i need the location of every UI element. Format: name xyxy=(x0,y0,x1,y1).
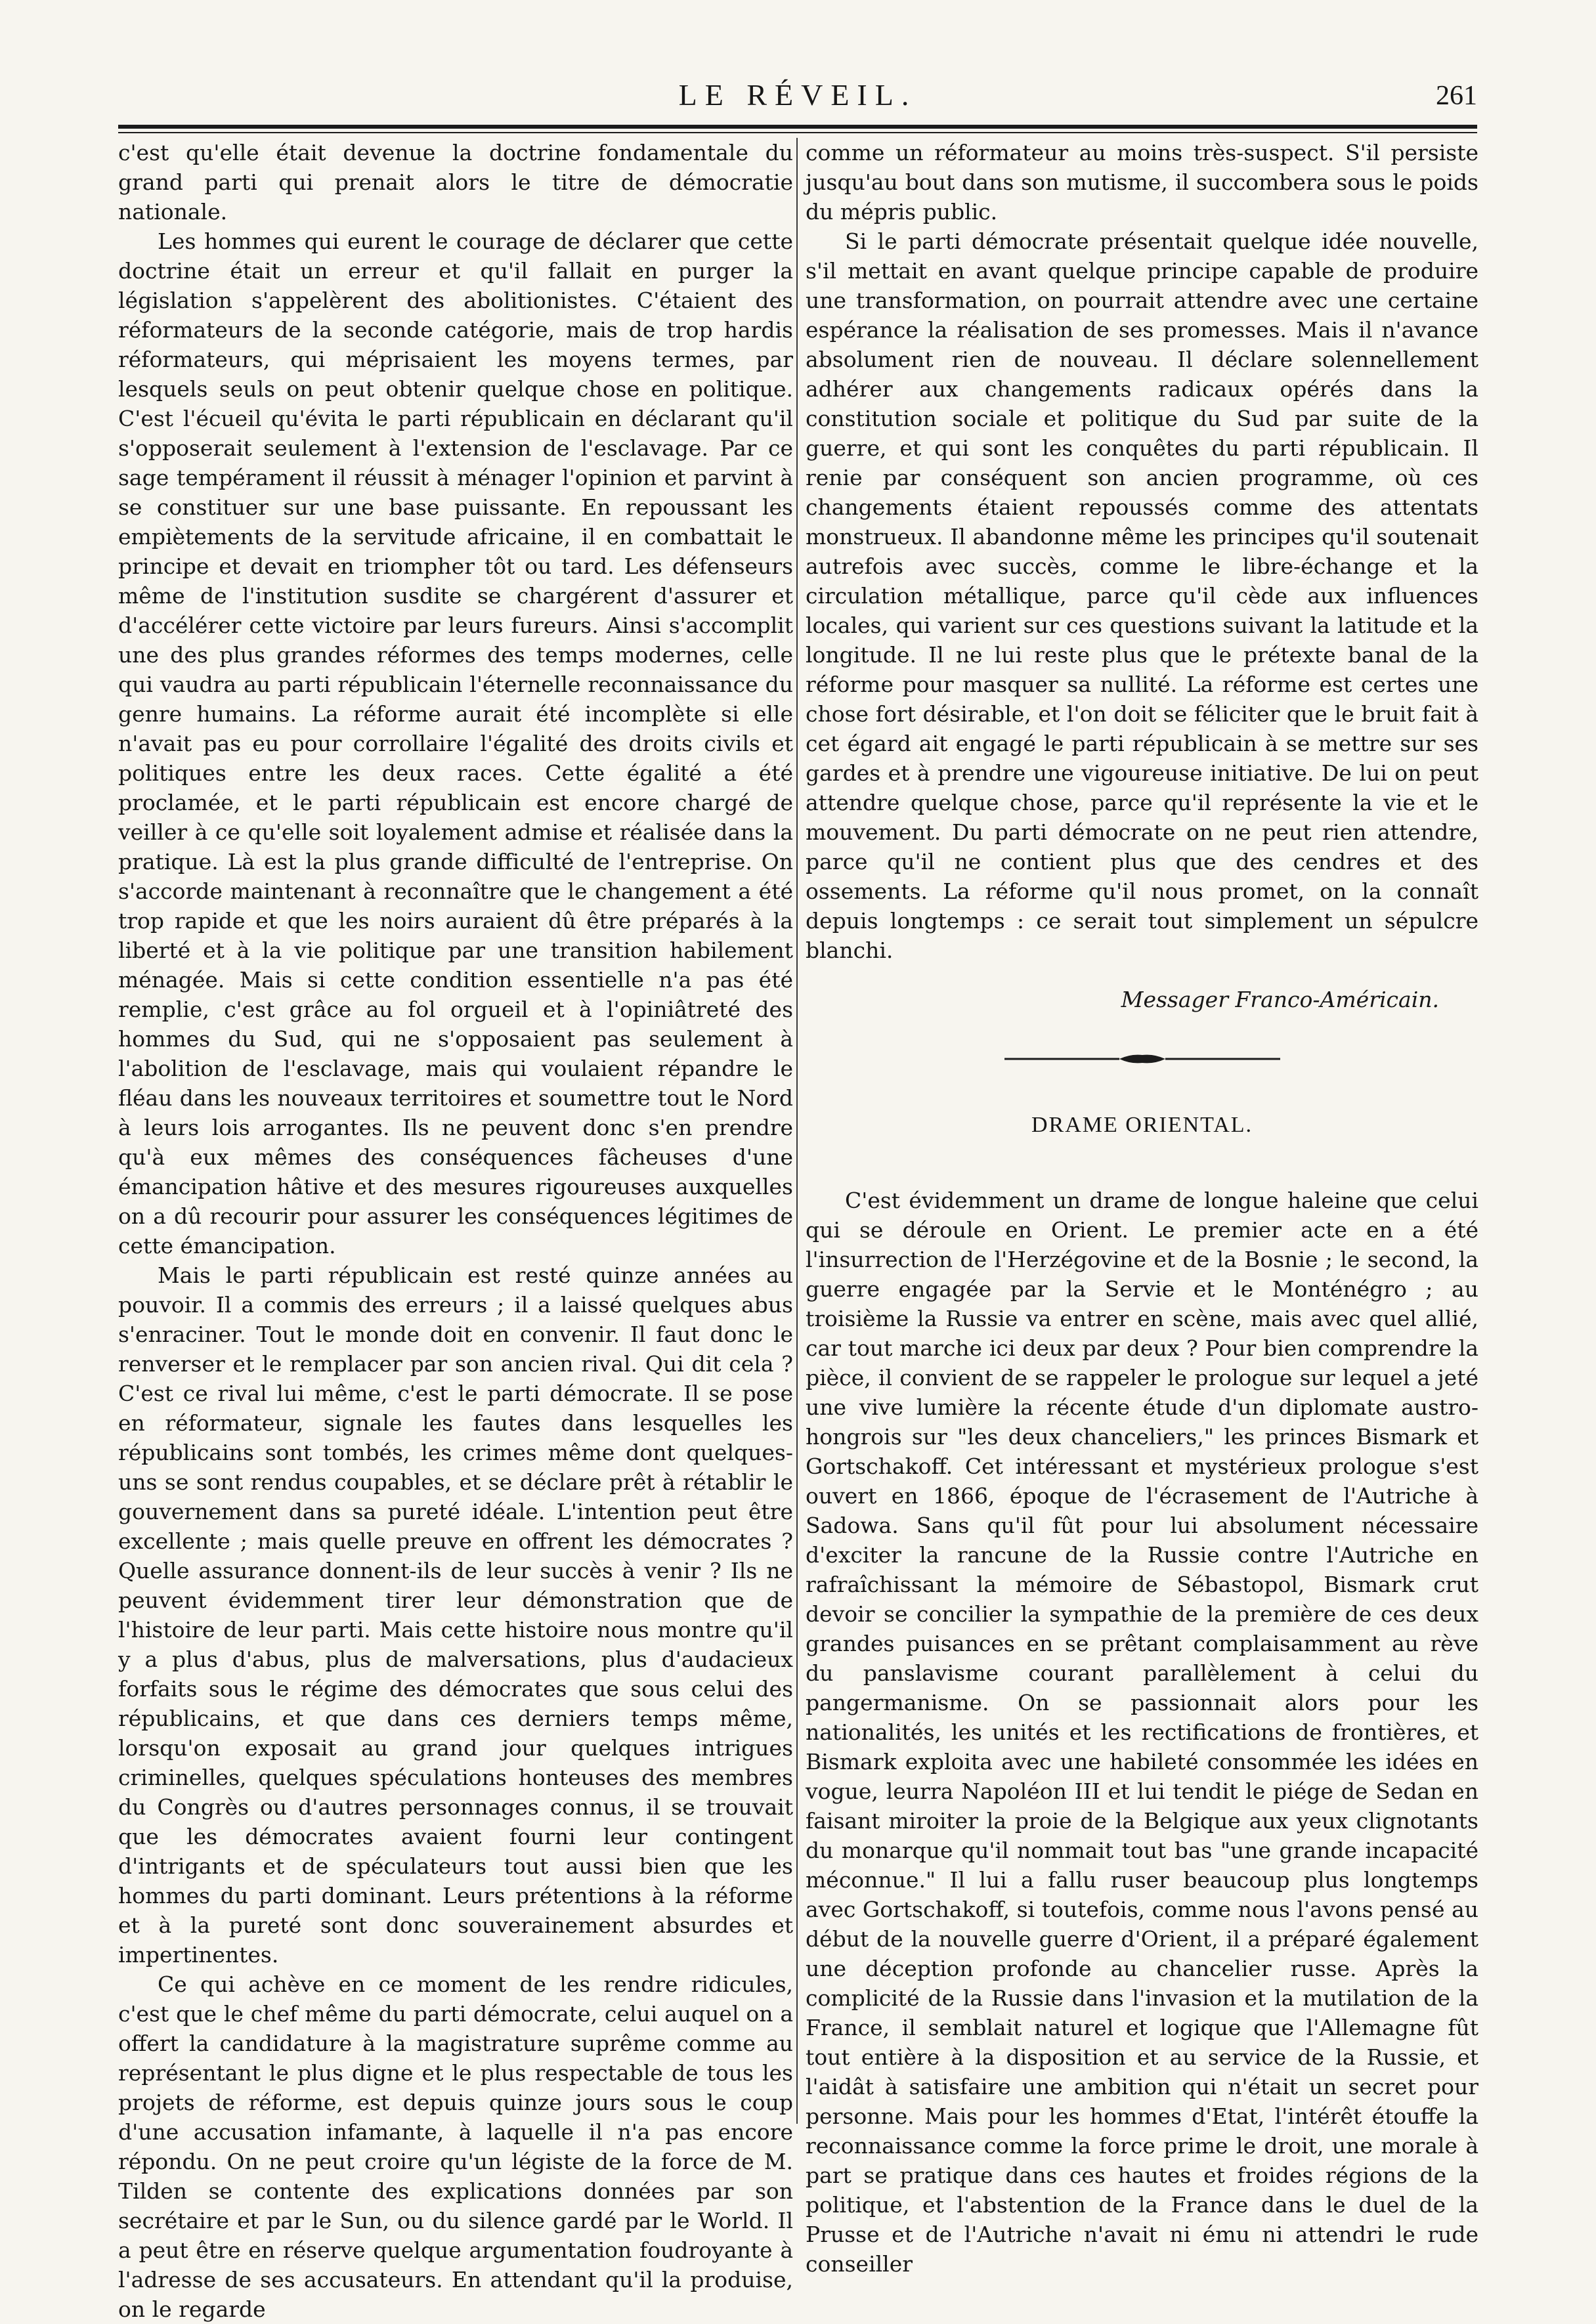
ornamental-divider xyxy=(1004,1051,1280,1067)
paragraph: Mais le parti républicain est resté quinze années au pouvoir. Il a commis des erreurs ; il a laissé quelques abus s'enraciner. Tout le monde doit en convenir. Il faut donc le renverser et le remplacer par son ancien rival. Qui dit cela ? C'est ce rival lui même, c'est le parti démocrate. Il se pose en réformateur, signale les fautes dans lesquelles les républicains sont tombés, les crimes même dont quelques-uns se sont rendus coupables, et se déclare prêt à rétablir le gouvernement dans sa pureté idéale. L'intention peut être excellente ; mais quelle preuve en offrent les démocrates ? Quelle assurance donnent-ils de leur succès à venir ? Ils ne peuvent évidemment tirer leur démonstration que de l'histoire de leur parti. Mais cette histoire nous montre qu'il y a plus d'abus, plus de malversations, plus d'audacieux forfaits sous le régime des démocrates que sous celui des républicains, et que dans ces derniers temps même, lorsqu'on exposait au grand jour quelques intrigues criminelles, quelques spéculations honteuses des membres du Congrès ou d'autres personnages connus, il se trouvait que les démocrates avaient fourni leur contingent d'intrigants et de spéculateurs tout aussi bien que les hommes du parti dominant. Leurs prétentions à la réforme et à la pureté sont donc souverainement absurdes et impertinentes. xyxy=(118,1262,793,1968)
header-rule-thin xyxy=(118,132,1477,133)
header-rule xyxy=(118,125,1477,129)
left-column xyxy=(118,138,793,2322)
page-number: 261 xyxy=(1436,81,1477,111)
article-signature: Messager Franco-Américain. xyxy=(1121,987,1439,1012)
paragraph: Si le parti démocrate présentait quelque idée nouvelle, s'il mettait en avant quelque principe capable de produire une transformation, on pourrait attendre avec une certaine espérance la réalisation de ses promesses. Mais il n'avance absolument rien de nouveau. Il déclare solennellement adhérer aux changements radicaux opérés dans la constitution sociale et politique du Sud par suite de la guerre, et qui sont les conquêtes du parti républicain. Il renie par conséquent son ancien programme, où ces changements étaient repoussés comme des attentats monstrueux. Il abandonne même les principes qu'il soutenait autrefois avec succès, comme le libre-échange et la circulation métallique, parce qu'il cède aux influences locales, qui varient sur ces questions suivant la latitude et la longitude. Il ne lui reste plus que le prétexte banal de la réforme pour masquer sa nullité. La réforme est certes une chose fort désirable, et l'on doit se féliciter que le bruit fait à cet égard ait engagé le parti républicain à se mettre sur ses gardes et à prendre une vigoureuse initiative. De lui on peut attendre quelque chose, parce qu'il représente la vie et le mouvement. Du parti démocrate on ne peut rien attendre, parce qu'il ne contient plus que des cendres et des ossements. La réforme qu'il nous promet, on la connaît depuis longtemps : ce serait tout simplement un sépulcre blanchi. xyxy=(806,228,1478,963)
paragraph: comme un réformateur au moins très-suspect. S'il persiste jusqu'au bout dans son mutisme, il succombera sous le poids du mépris public. xyxy=(806,140,1478,225)
paragraph: Ce qui achève en ce moment de les rendre ridicules, c'est que le chef même du parti démocrate, celui auquel on a offert la candidature à la magistrature suprême comme au représentant le plus digne et le plus respectable de tous les projets de réforme, est depuis quinze jours sous le coup d'une accusation infamante, à laquelle il n'a pas encore répondu. On ne peut croire qu'un légiste de la force de M. Tilden se contente des explications données par son secrétaire et par le Sun, ou du silence gardé par le World. Il a peut être en réserve quelque argumentation foudroyante à l'adresse de ses accusateurs. En attendant qu'il la produise, on le regarde xyxy=(118,1971,793,2322)
column-divider xyxy=(796,138,798,2124)
section-title: DRAME ORIENTAL. xyxy=(1031,1113,1253,1137)
paragraph: c'est qu'elle était devenue la doctrine fondamentale du grand parti qui prenait alors le titre de démocratie nationale. xyxy=(118,140,793,225)
running-head xyxy=(118,77,1477,117)
journal-title: LE RÉVEIL. xyxy=(678,78,917,112)
paragraph: C'est évidemment un drame de longue haleine que celui qui se déroule en Orient. Le premier acte en a été l'insurrection de l'Herzégovine et de la Bosnie ; le second, la guerre engagée par la Servie et le Monténégro ; au troisième la Russie va entrer en scène, mais avec quel allié, car tout marche ici deux par deux ? Pour bien comprendre la pièce, il convient de se rappeler le prologue sur lequel a jeté une vive lumière la récente étude d'un diplomate austro-hongrois sur "les deux chanceliers," les princes Bismark et Gortschakoff. Cet intéressant et mystérieux prologue s'est ouvert en 1866, époque de l'écrasement de l'Autriche à Sadowa. Sans qu'il fût pour lui absolument nécessaire d'exciter la rancune de la Russie contre l'Autriche en rafraîchissant la mémoire de Sébastopol, Bismark crut devoir se concilier la sympathie de la première de ces deux grandes puisances en se prêtant complaisamment au rève du panslavisme courant parallèlement à celui du pangermanisme. On se passionnait alors pour les nationalités, les unités et les rectifications de frontières, et Bismark exploita avec une habileté consommée les idées en vogue, leurra Napoléon III et lui tendit le piége de Sedan en faisant miroiter la proie de la Belgique aux yeux clignotants du monarque qu'il nommait tout bas "une grande incapacité méconnue." Il lui a fallu ruser beaucoup plus longtemps avec Gortschakoff, si toutefois, comme nous l'avons pensé au début de la nouvelle guerre d'Orient, il a préparé également une déception profonde au chancelier russe. Après la complicité de la Russie dans l'invasion et la mutilation de la France, il semblait naturel et logique que l'Allemagne fût tout entière à la disposition et au service de la Russie, et l'aidât à satisfaire une ambition qui n'était un secret pour personne. Mais pour les hommes d'Etat, l'intérêt étouffe la reconnaissance comme la force prime le droit, une morale à part se pratique dans ces hautes et froides régions de la politique, et l'abstention de la France dans le duel de la Prusse et de l'Autriche n'avait ni ému ni attendri le rude conseiller xyxy=(806,1188,1478,2277)
paragraph: Les hommes qui eurent le courage de déclarer que cette doctrine était un erreur et qu'il fallait en purger la législation s'appelèrent des abolitionistes. C'étaient des réformateurs de la seconde catégorie, mais de trop hardis réformateurs, qui méprisaient les moyens termes, par lesquels seuls on peut obtenir quelque chose en politique. C'est l'écueil qu'évita le parti républicain en déclarant qu'il s'opposerait seulement à l'extension de l'esclavage. Par ce sage tempérament il réussit à ménager l'opinion et parvint à se constituer sur une base puissante. En repoussant les empiètements de la servitude africaine, il en combattait le principe et devait en triompher tôt ou tard. Les défenseurs même de l'institution susdite se chargérent d'assurer et d'accélérer cette victoire par leurs fureurs. Ainsi s'accomplit une des plus grandes réformes des temps modernes, celle qui vaudra au parti républicain l'éternelle reconnaissance du genre humains. La réforme aurait été incomplète si elle n'avait pas eu pour corrollaire l'égalité des droits civils et politiques entre les deux races. Cette égalité a été proclamée, et le parti républicain est encore chargé de veiller à ce qu'elle soit loyalement admise et réalisée dans la pratique. Là est la plus grande difficulté de l'entreprise. On s'accorde maintenant à reconnaître que le changement a été trop rapide et que les noirs auraient dû être préparés à la liberté et à la vie politique par une transition habilement ménagée. Mais si cette condition essentielle n'a pas été remplie, c'est grâce au fol orgueil et à l'opiniâtreté des hommes du Sud, qui ne s'opposaient pas seulement à l'abolition de l'esclavage, mais qui voulaient répandre le fléau dans les nouveaux territoires et soumettre tout le Nord à leurs lois arrogantes. Ils ne peuvent donc s'en prendre qu'à eux mêmes des conséquences fâcheuses d'une émancipation hâtive et des mesures rigoureuses auxquelles on a dû recourir pour assurer les conséquences légitimes de cette émancipation. xyxy=(118,228,793,1259)
right-column xyxy=(806,138,1478,2277)
